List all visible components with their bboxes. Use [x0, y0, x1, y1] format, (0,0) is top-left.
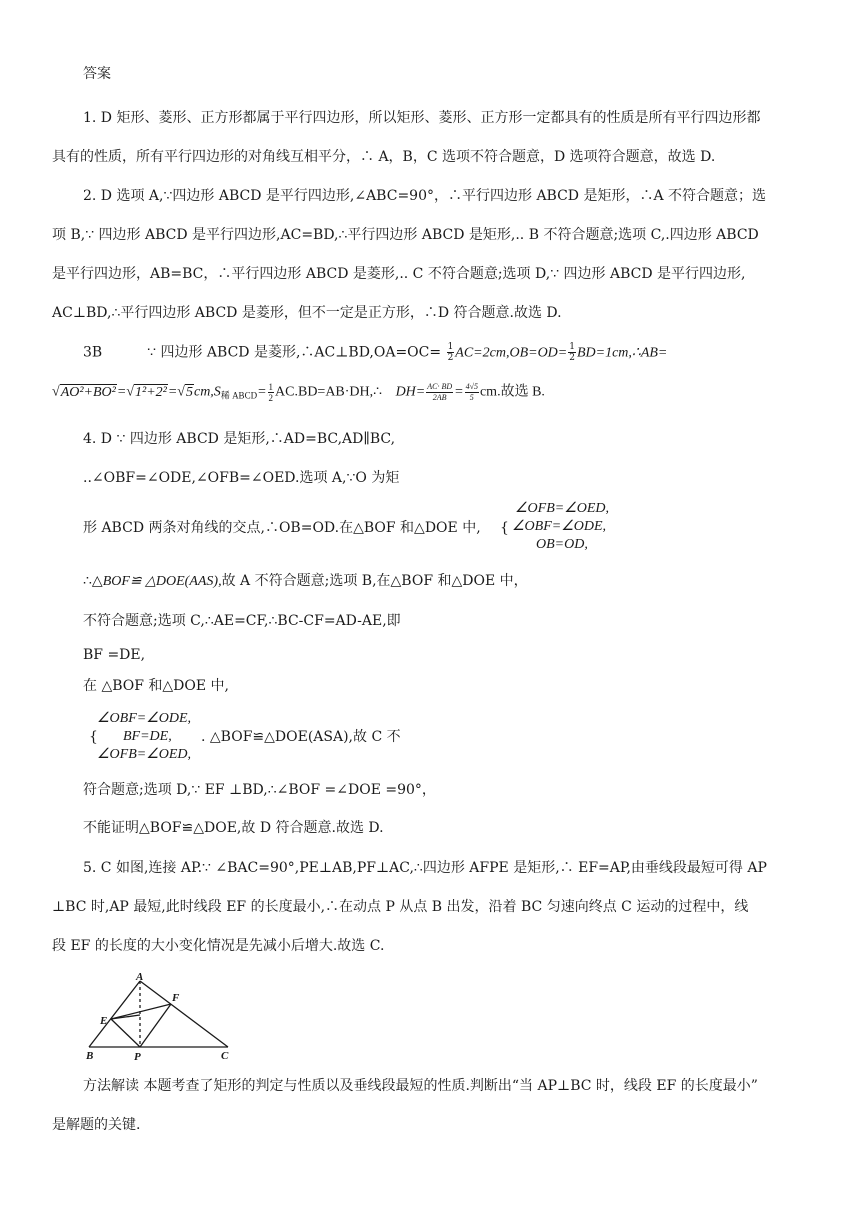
q2-line4: AC⊥BD,∴平行四边形 ABCD 是菱形，但不一定是正方形，∴D 符合题意.故选 D. — [52, 305, 562, 321]
q4-line9: 不能证明△BOF≌△DOE,故 D 符合题意.故选 D. — [83, 820, 384, 836]
q4-line7: 在 △BOF 和△DOE 中, — [83, 678, 229, 694]
q4-line8: 符合题意;选项 D,∵ EF ⊥BD,∴∠BOF =∠DOE =90°， — [83, 782, 436, 798]
figure-label-p: P — [134, 1051, 141, 1063]
q3-dh-fraction: $\frac{AC\cdot BD}{2AB}$ — [427, 382, 453, 402]
q3-text-b: AC.BD=AB·DH,∴ — [275, 384, 383, 400]
q4-line3: 形 ABCD 两条对角线的交点,∴OB=OD.在△BOF 和△DOE 中, — [83, 520, 481, 536]
triangle-figure — [84, 971, 244, 1063]
q5-line3: 段 EF 的长度的大小变化情况是先减小后增大.故选 C. — [52, 938, 385, 954]
q3-label: 3B — [83, 344, 103, 361]
q3-expr-a: AC=2cm,OB=OD= — [455, 345, 568, 361]
q4-sys2-row1: ∠OBF=∠ODE, — [97, 711, 192, 726]
q3-text-a: ∵ 四边形 ABCD 是菱形,∴AC⊥BD,OA=OC= — [147, 344, 442, 361]
method-line2: 是解题的关键. — [52, 1117, 141, 1133]
figure-label-a: A — [136, 971, 144, 983]
q4-line1: 4. D ∵ 四边形 ABCD 是矩形,∴AD=BC,AD∥BC, — [83, 431, 396, 447]
q3-eq-4: = — [454, 384, 464, 400]
q4-line5: 不符合题意;选项 C,∴AE=CF,∴BC-CF=AD-AE,即 — [83, 613, 401, 629]
q4-line4-c: 故 A 不符合题意;选项 B,在△BOF 和△DOE 中， — [221, 573, 528, 589]
q4-sys2-row3: ∠OFB=∠OED, — [97, 747, 192, 762]
figure-label-e: E — [100, 1015, 108, 1027]
q4-sys1-row2: ∠OBF=∠ODE, — [512, 519, 607, 534]
q4-line2: ..∠OBF=∠ODE,∠OFB=∠OED.选项 A,∵O 为矩 — [83, 470, 400, 486]
q3-result-fraction: $\frac{4√5}{5}$ — [465, 382, 478, 402]
q2-line2: 项 B,∵ 四边形 ABCD 是平行四边形,AC=BD,∴平行四边形 ABCD 是矩形,.. B 不符合题意;选项 C,.四边形 ABCD — [52, 227, 759, 243]
q4-sys2-row2: BF=DE, — [123, 729, 172, 744]
q4-system-1 — [512, 500, 609, 554]
q4-brace-1: { — [500, 520, 509, 536]
q4-line4-b: BOF≌ △DOE(AAS), — [102, 574, 222, 589]
q3-half-fraction: $\frac{1}{2}$ — [447, 342, 454, 363]
q3-expr-b: BD=1cm,∴AB= — [576, 345, 668, 361]
method-line1: 方法解读 本题考查了矩形的判定与性质以及垂线段最短的性质.判断出“当 AP⊥BC 时，线段 EF 的长度最小” — [83, 1078, 758, 1094]
q4-sys2-tail: . △BOF≌△DOE(ASA),故 C 不 — [201, 729, 401, 745]
q3-half-fraction-3: $\frac{1}{2}$ — [268, 382, 274, 403]
q4-sys1-row1: ∠OFB=∠OED, — [515, 501, 610, 516]
q3-eq-3: = — [257, 384, 267, 400]
q1-line1: 1. D 矩形、菱形、正方形都属于平行四边形，所以矩形、菱形、正方形一定都具有的性质是所有平行四边形都 — [83, 110, 761, 126]
q4-line4 — [83, 571, 528, 592]
q4-line4-a: ∴△ — [83, 573, 103, 589]
q3-eq-2: = — [167, 384, 178, 400]
q3-half-fraction-2: $\frac{1}{2}$ — [569, 342, 575, 363]
q2-line3: 是平行四边形，AB=BC，∴平行四边形 ABCD 是菱形,.. C 不符合题意;选项 D,∵ 四边形 ABCD 是平行四边形, — [52, 266, 746, 282]
q3-eq-1: = — [116, 384, 127, 400]
q3-sqrt-2: 1²+2² — [135, 384, 167, 400]
q4-brace-2: { — [89, 729, 98, 745]
figure-label-b: B — [86, 1050, 94, 1062]
q4-line6: BF =DE, — [83, 647, 146, 663]
q1-line2: 具有的性质，所有平行四边形的对角线互相平分，∴ A，B，C 选项不符合题意，D 选项符合题意，故选 D. — [52, 149, 716, 165]
q2-line1: 2. D 选项 A,∵四边形 ABCD 是平行四边形,∠ABC=90°，∴平行四边形 ABCD 是矩形，∴A 不符合题意；选 — [83, 188, 767, 204]
q3-sqrt-3: 5 — [185, 384, 193, 400]
q5-line1: 5. C 如图,连接 AP.∵ ∠BAC=90°,PE⊥AB,PF⊥AC,∴四边形 AFPE 是矩形,∴ EF=AP,由垂线段最短可得 AP — [83, 860, 767, 876]
q3-end: cm.故选 B. — [479, 384, 545, 400]
q3-dh-label: DH= — [395, 384, 426, 400]
q3-unit-1: cm,S — [193, 384, 221, 400]
q4-sys1-row3: OB=OD, — [536, 537, 588, 552]
figure-label-c: C — [221, 1050, 229, 1062]
q3-line2: $√AO^2+BO^2=√1^2+2^2=√5cm,S_{稀 ABCD}=$ $\frac{1}{2}$ AC.BD=AB·DH,∴ DH= $\frac{AC\cdot BD}{2AB}$ = $\frac{4√5}{5}$ cm.故选 B. — [52, 382, 545, 403]
q5-line2: ⊥BC 时,AP 最短,此时线段 EF 的长度最小,∴在动点 P 从点 B 出发，沿着 BC 匀速向终点 C 运动的过程中，线 — [52, 899, 749, 915]
q4-system-2 — [97, 710, 191, 764]
q3-sqrt-1: AO²+BO² — [60, 384, 116, 400]
q3-sub-label: 稀 ABCD — [220, 390, 258, 401]
heading: 答案 — [83, 66, 111, 82]
figure-label-f: F — [172, 992, 180, 1004]
q3-line1 — [83, 342, 667, 364]
